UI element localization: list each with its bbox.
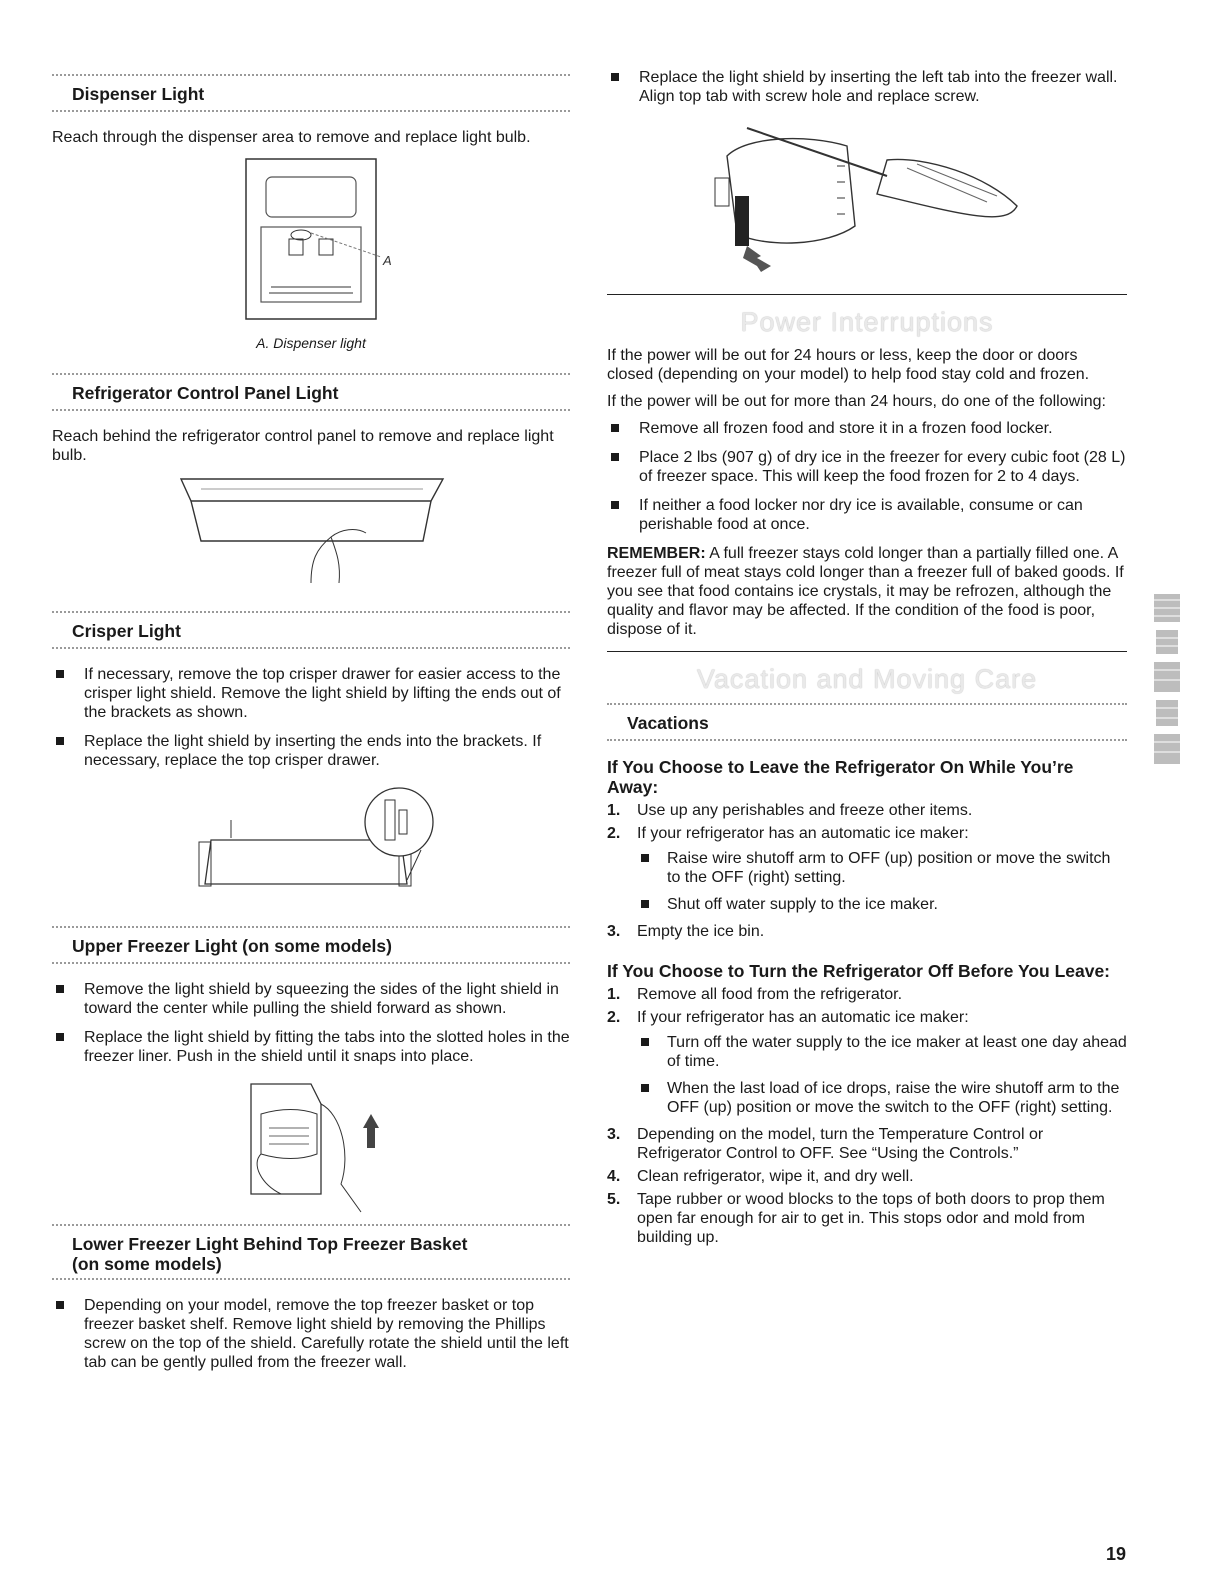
upper-freezer-light-list bbox=[52, 980, 570, 1066]
list-item: Raise wire shutoff arm to OFF (up) position or move the switch to the OFF (right) setting. bbox=[637, 849, 1127, 887]
remember-note bbox=[607, 544, 1127, 639]
language-side-tab bbox=[1150, 590, 1184, 770]
remember-label: REMEMBER: bbox=[607, 545, 706, 562]
list-item bbox=[607, 801, 1127, 820]
section-rule bbox=[607, 651, 1127, 652]
list-item bbox=[607, 1008, 1127, 1117]
list-item bbox=[607, 1190, 1127, 1247]
dispenser-caption: A. Dispenser light bbox=[256, 335, 366, 351]
turn-off-steps bbox=[607, 985, 1127, 1247]
step-text: Remove all food from the refrigerator. bbox=[637, 986, 903, 1003]
step-text: If your refrigerator has an automatic ice maker: bbox=[637, 1009, 969, 1026]
divider bbox=[52, 647, 570, 649]
crisper-light-heading: Crisper Light bbox=[72, 621, 181, 641]
remember-text: A full freezer stays cold longer than a partially filled one. A freezer full of meat stays cold longer than a freezer full of baked goods. If you see that food contains ice crystals, it may be refrozen, although the quality and flavor may be affected. If the condition of the food is poor, dispose of it. bbox=[607, 545, 1124, 638]
list-item: If neither a food locker nor dry ice is available, consume or can perishable food at once. bbox=[607, 496, 1127, 534]
leave-on-steps bbox=[607, 801, 1127, 941]
upper-freezer-light-heading: Upper Freezer Light (on some models) bbox=[72, 936, 392, 956]
upper-freezer-figure bbox=[221, 1074, 401, 1214]
sub-list bbox=[637, 1033, 1127, 1117]
divider bbox=[52, 110, 570, 112]
step-number: 2. bbox=[607, 825, 621, 842]
callout-a-label: A bbox=[383, 253, 392, 268]
list-item: Replace the light shield by inserting the ends into the brackets. If necessary, replace the top crisper drawer. bbox=[52, 732, 570, 770]
turn-off-heading: If You Choose to Turn the Refrigerator Off Before You Leave: bbox=[607, 961, 1111, 981]
divider bbox=[607, 739, 1127, 741]
list-item: If necessary, remove the top crisper drawer for easier access to the crisper light shield. Remove the light shield by lifting the ends out of the brackets as shown. bbox=[52, 665, 570, 722]
control-panel-light-text: Reach behind the refrigerator control panel to remove and replace light bulb. bbox=[52, 428, 554, 464]
divider bbox=[52, 1278, 570, 1280]
step-text: Depending on the model, turn the Temperature Control or Refrigerator Control to OFF. See “Using the Controls.” bbox=[637, 1126, 1044, 1162]
replace-shield-list bbox=[607, 68, 1127, 106]
list-item bbox=[607, 824, 1127, 914]
dispenser-light-text: Reach through the dispenser area to remove and replace light bulb. bbox=[52, 129, 531, 146]
leave-on-heading: If You Choose to Leave the Refrigerator On While You’re Away: bbox=[607, 757, 1074, 797]
freezer-shield-screwdriver-figure bbox=[687, 116, 1047, 284]
list-item bbox=[607, 985, 1127, 1004]
step-number: 3. bbox=[607, 923, 621, 940]
list-item: Shut off water supply to the ice maker. bbox=[637, 895, 1127, 914]
power-paragraph-1: If the power will be out for 24 hours or less, keep the door or doors closed (depending on your model) to help food stay cold and frozen. bbox=[607, 347, 1090, 383]
step-number: 4. bbox=[607, 1168, 621, 1185]
divider bbox=[52, 409, 570, 411]
step-number: 1. bbox=[607, 986, 621, 1003]
list-item bbox=[607, 922, 1127, 941]
step-text: Tape rubber or wood blocks to the tops of both doors to prop them open far enough for air to get in. This stops odor and mold from building up. bbox=[637, 1191, 1105, 1246]
vacation-moving-title: Vacation and Moving Care bbox=[696, 664, 1038, 694]
crisper-figure bbox=[171, 780, 451, 910]
lower-freezer-light-heading bbox=[52, 1226, 570, 1278]
step-number: 5. bbox=[607, 1191, 621, 1208]
power-options-list bbox=[607, 419, 1127, 534]
list-item: Remove the light shield by squeezing the sides of the light shield in toward the center while pulling the shield forward as shown. bbox=[52, 980, 570, 1018]
list-item: Replace the light shield by fitting the tabs into the slotted holes in the freezer liner. Push in the shield until it snaps into place. bbox=[52, 1028, 570, 1066]
list-item bbox=[607, 1125, 1127, 1163]
step-text: If your refrigerator has an automatic ice maker: bbox=[637, 825, 969, 842]
step-number: 3. bbox=[607, 1126, 621, 1143]
lower-freezer-heading-line2: (on some models) bbox=[72, 1254, 222, 1274]
power-interruptions-title: Power Interruptions bbox=[740, 307, 994, 337]
control-panel-figure bbox=[161, 471, 461, 589]
list-item bbox=[607, 1167, 1127, 1186]
lower-freezer-heading-line1: Lower Freezer Light Behind Top Freezer Basket bbox=[72, 1234, 468, 1254]
right-column bbox=[607, 0, 1127, 1251]
sub-list bbox=[637, 849, 1127, 914]
dispenser-light-heading: Dispenser Light bbox=[72, 84, 205, 104]
divider bbox=[52, 962, 570, 964]
lower-freezer-light-list bbox=[52, 1296, 570, 1372]
section-rule bbox=[607, 294, 1127, 295]
step-number: 2. bbox=[607, 1009, 621, 1026]
list-item: Depending on your model, remove the top freezer basket or top freezer basket shelf. Remove light shield by removing the Phillips screw on the top of the shield. Carefully rotate the shield until the left tab can be gently pulled from the freezer wall. bbox=[52, 1296, 570, 1372]
step-text: Use up any perishables and freeze other items. bbox=[637, 802, 973, 819]
step-text: Empty the ice bin. bbox=[637, 923, 765, 940]
left-column bbox=[52, 0, 570, 1382]
step-number: 1. bbox=[607, 802, 621, 819]
control-panel-light-heading: Refrigerator Control Panel Light bbox=[72, 383, 339, 403]
step-text: Clean refrigerator, wipe it, and dry well. bbox=[637, 1168, 914, 1185]
power-paragraph-2: If the power will be out for more than 24 hours, do one of the following: bbox=[607, 393, 1106, 410]
vacations-heading: Vacations bbox=[627, 713, 709, 733]
crisper-light-list bbox=[52, 665, 570, 770]
list-item: Place 2 lbs (907 g) of dry ice in the freezer for every cubic foot (28 L) of freezer space. This will keep the food frozen for 2 to 4 days. bbox=[607, 448, 1127, 486]
dispenser-figure bbox=[211, 157, 411, 329]
list-item: Turn off the water supply to the ice maker at least one day ahead of time. bbox=[637, 1033, 1127, 1071]
list-item: Remove all frozen food and store it in a frozen food locker. bbox=[607, 419, 1127, 438]
list-item: When the last load of ice drops, raise the wire shutoff arm to the OFF (up) position or move the switch to the OFF (right) setting. bbox=[637, 1079, 1127, 1117]
page-number: 19 bbox=[1105, 1544, 1126, 1564]
list-item: Replace the light shield by inserting the left tab into the freezer wall. Align top tab with screw hole and replace screw. bbox=[607, 68, 1127, 106]
